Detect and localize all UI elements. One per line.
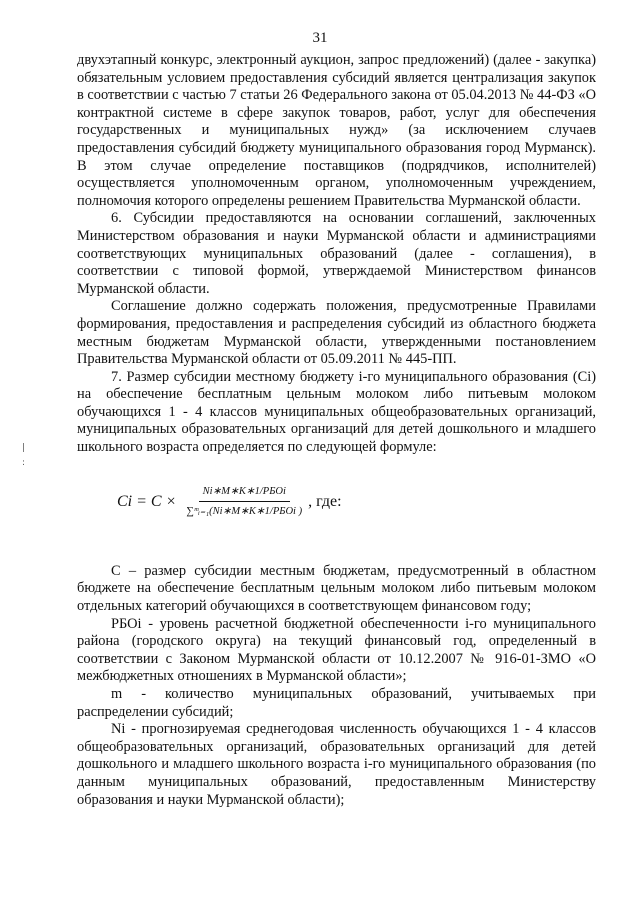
paragraph-continuation: двухэтапный конкурс, электронный аукцион, запрос предложений) (далее - закупка) обязательным условием предоставления субсидий является централизация закупок в соответствии с частью 7 статьи 26 Федерального закона от 05.04.2013 № 44-ФЗ «О контрактной системе в сфере закупок товаров, работ, услуг для обеспечения государственных и муниципальных нужд» (за исключением случаев предоставления субсидий бюджету муниципального образования город Мурманск). В этом случае определение поставщиков (подрядчиков, исполнителей) осуществляется уполномоченным органом, уполномоченным учреждением, полномочия которого определены решением Правительства Мурманской области. — [77, 52, 596, 209]
formula-lhs: Ci = C × — [117, 492, 177, 510]
margin-mark: | — [22, 443, 26, 453]
definition-n: Ni - прогнозируемая среднегодовая численность обучающихся 1 - 4 классов общеобразовательных организаций, образовательных организаций для детей дошкольного и младшего школьного возраста i-го муниципального образования (по данным муниципальных образований, предоставленным Министерству образования и науки Мурманской области); — [77, 721, 596, 808]
spacer — [77, 521, 596, 563]
formula-numerator: Ni∗M∗K∗1/РБОi — [199, 483, 290, 503]
paragraph-item-7: 7. Размер субсидии местному бюджету i-го муниципального образования (Ci) на обеспечение бесплатным цельным молоком либо питьевым молоком обучающихся 1 - 4 классов муниципальных общеобразовательных организаций, муниципальных образовательных организаций для детей дошкольного и младшего школьного возраста определяется по следующей формуле: — [77, 368, 596, 456]
document-body — [77, 52, 596, 809]
paragraph-item-6: 6. Субсидии предоставляются на основании соглашений, заключенных Министерством образования и науки Мурманской области и администрациями соответствующих муниципальных образований (далее - соглашения), в соответствии с типовой формой, утверждаемой Министерством финансов Мурманской области. — [77, 210, 596, 297]
definition-rbo: РБОi - уровень расчетной бюджетной обеспеченности i-го муниципального района (городского округа) на текущий финансовый год, определенный в соответствии с Законом Мурманской области от 10.12.2007 № 916-01-ЗМО «О межбюджетных отношениях в Мурманской области»; — [77, 615, 596, 685]
subsidy-formula — [117, 483, 596, 521]
formula-denominator: ∑ᵐᵢ₌₁(Ni∗M∗K∗1/РБОi ) — [186, 506, 303, 518]
page-number: 31 — [312, 30, 328, 46]
definition-c: С – размер субсидии местным бюджетам, предусмотренный в областном бюджете на обеспечение бесплатным цельным молоком либо питьевым молоком отдельных категорий обучающихся в соответствующем финансовом году; — [77, 562, 596, 615]
definition-m: m - количество муниципальных образований, учитываемых при распределении субсидий; — [77, 686, 596, 720]
margin-mark: : — [22, 458, 26, 468]
formula-suffix: , где: — [308, 492, 342, 510]
paragraph-agreement: Соглашение должно содержать положения, предусмотренные Правилами формирования, предоставления и распределения субсидий из областного бюджета местным бюджетам Мурманской области, утвержденными постановлением Правительства Мурманской области от 05.09.2011 № 445-ПП. — [77, 298, 596, 368]
formula-fraction — [186, 483, 302, 521]
